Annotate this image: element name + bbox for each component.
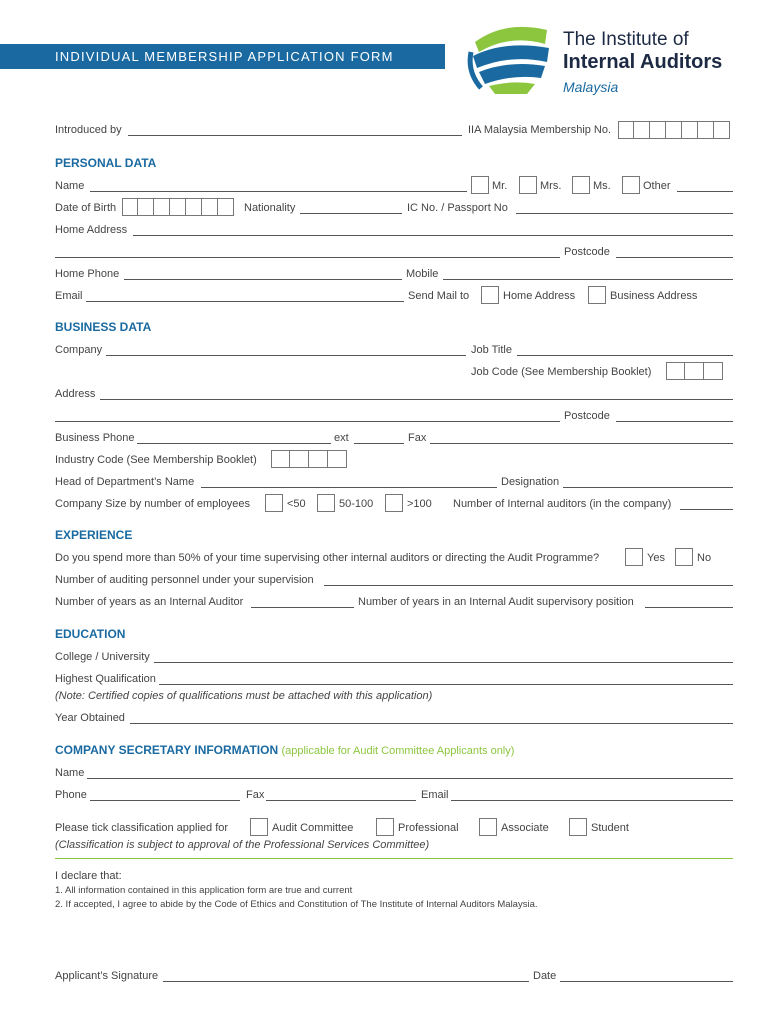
send-mail-home-checkbox[interactable] — [481, 286, 499, 304]
secretary-name-field[interactable] — [87, 778, 733, 779]
professional-label: Professional — [398, 822, 459, 834]
business-phone-field[interactable] — [137, 443, 331, 444]
designation-label: Designation — [501, 476, 560, 488]
ms-label: Ms. — [593, 180, 611, 192]
audit-committee-checkbox[interactable] — [250, 818, 268, 836]
email-label: Email — [55, 290, 83, 302]
ic-passport-field[interactable] — [516, 213, 733, 214]
secretary-fax-field[interactable] — [266, 800, 416, 801]
business-address-field-2[interactable] — [55, 421, 560, 422]
send-mail-label: Send Mail to — [408, 290, 470, 302]
industry-code-cells[interactable] — [271, 450, 347, 468]
membership-no-cells[interactable] — [618, 121, 730, 139]
home-phone-field[interactable] — [124, 279, 402, 280]
college-field[interactable] — [154, 662, 733, 663]
applicant-signature-field[interactable] — [163, 981, 529, 982]
form-title-bar — [0, 44, 445, 69]
auditing-personnel-label: Number of auditing personnel under your supervision — [55, 574, 314, 586]
qualification-note: (Note: Certified copies of qualifications must be attached with this application) — [55, 690, 433, 702]
business-address-field-1[interactable] — [100, 399, 733, 400]
size-under-50-label: <50 — [287, 498, 306, 510]
associate-label: Associate — [501, 822, 549, 834]
secretary-phone-field[interactable] — [90, 800, 240, 801]
year-obtained-field[interactable] — [130, 723, 733, 724]
classification-label: Please tick classification applied for — [55, 822, 229, 834]
business-address-label: Address — [55, 388, 96, 400]
business-fax-field[interactable] — [430, 443, 733, 444]
college-label: College / University — [55, 651, 150, 663]
iia-globe-icon — [465, 22, 555, 96]
supervision-yes-checkbox[interactable] — [625, 548, 643, 566]
num-auditors-label: Number of Internal auditors (in the company) — [453, 498, 672, 510]
secretary-fax-label: Fax — [246, 789, 265, 801]
student-checkbox[interactable] — [569, 818, 587, 836]
qualification-field[interactable] — [159, 684, 733, 685]
company-label: Company — [55, 344, 103, 356]
declaration-intro: I declare that: — [55, 870, 122, 882]
experience-heading: EXPERIENCE — [55, 528, 133, 542]
nationality-label: Nationality — [244, 202, 296, 214]
logo-line1: The Institute of — [563, 29, 689, 50]
industry-code-label: Industry Code (See Membership Booklet) — [55, 454, 257, 466]
student-label: Student — [591, 822, 629, 834]
years-supervisory-label: Number of years in an Internal Audit supervisory position — [358, 596, 634, 608]
job-code-cells[interactable] — [666, 362, 723, 380]
home-phone-label: Home Phone — [55, 268, 120, 280]
size-under-50-checkbox[interactable] — [265, 494, 283, 512]
send-mail-home-label: Home Address — [503, 290, 576, 302]
email-field[interactable] — [86, 301, 404, 302]
company-field[interactable] — [106, 355, 466, 356]
dob-cells[interactable] — [122, 198, 234, 216]
years-auditor-label: Number of years as an Internal Auditor — [55, 596, 244, 608]
form-title: INDIVIDUAL MEMBERSHIP APPLICATION FORM — [55, 49, 394, 64]
professional-checkbox[interactable] — [376, 818, 394, 836]
secretary-email-field[interactable] — [451, 800, 733, 801]
ext-label: ext — [334, 432, 349, 444]
size-over-100-label: >100 — [407, 498, 432, 510]
declaration-item-2: 2. If accepted, I agree to abide by the Code of Ethics and Constitution of The Institute of Internal Auditors Malaysia. — [55, 899, 538, 910]
mrs-checkbox[interactable] — [519, 176, 537, 194]
logo-line2: Internal Auditors — [563, 51, 723, 73]
send-mail-business-label: Business Address — [610, 290, 698, 302]
declaration-item-1: 1. All information contained in this application form are true and current — [55, 885, 353, 896]
applicant-signature-label: Applicant’s Signature — [55, 970, 159, 982]
home-postcode-label: Postcode — [564, 246, 610, 258]
declaration-divider — [55, 858, 733, 859]
mrs-label: Mrs. — [540, 180, 562, 192]
mobile-field[interactable] — [443, 279, 733, 280]
secretary-email-label: Email — [421, 789, 449, 801]
home-postcode-field[interactable] — [616, 257, 733, 258]
size-50-100-label: 50-100 — [339, 498, 374, 510]
mobile-label: Mobile — [406, 268, 439, 280]
nationality-field[interactable] — [300, 213, 402, 214]
audit-committee-label: Audit Committee — [272, 822, 354, 834]
qualification-label: Highest Qualification — [55, 673, 156, 685]
other-label: Other — [643, 180, 671, 192]
iia-logo — [465, 22, 755, 102]
personal-data-heading: PERSONAL DATA — [55, 156, 157, 170]
head-of-dept-label: Head of Department’s Name — [55, 476, 195, 488]
auditing-personnel-field[interactable] — [324, 585, 733, 586]
supervision-no-label: No — [697, 552, 712, 564]
business-postcode-field[interactable] — [616, 421, 733, 422]
head-of-dept-field[interactable] — [201, 487, 497, 488]
name-field[interactable] — [90, 191, 467, 192]
supervision-yes-label: Yes — [647, 552, 665, 564]
num-auditors-field[interactable] — [680, 509, 733, 510]
send-mail-business-checkbox[interactable] — [588, 286, 606, 304]
supervision-question: Do you spend more than 50% of your time supervising other internal auditors or directing the Audit Programme? — [55, 552, 600, 564]
designation-field[interactable] — [563, 487, 733, 488]
other-field[interactable] — [677, 191, 733, 192]
introduced-by-field[interactable] — [128, 135, 462, 136]
secretary-phone-label: Phone — [55, 789, 87, 801]
years-auditor-field[interactable] — [251, 607, 354, 608]
introduced-by-label: Introduced by — [55, 124, 122, 136]
business-data-heading: BUSINESS DATA — [55, 320, 152, 334]
home-address-field-1[interactable] — [133, 235, 733, 236]
mr-checkbox[interactable] — [471, 176, 489, 194]
company-secretary-title: COMPANY SECRETARY INFORMATION — [55, 743, 279, 757]
size-over-100-checkbox[interactable] — [385, 494, 403, 512]
home-address-field-2[interactable] — [55, 257, 560, 258]
ext-field[interactable] — [354, 443, 404, 444]
years-supervisory-field[interactable] — [645, 607, 733, 608]
size-50-100-checkbox[interactable] — [317, 494, 335, 512]
signature-date-field[interactable] — [560, 981, 733, 982]
company-secretary-note: (applicable for Audit Committee Applicants only) — [281, 745, 515, 757]
classification-note: (Classification is subject to approval of the Professional Services Committee) — [55, 839, 430, 851]
business-postcode-label: Postcode — [564, 410, 610, 422]
associate-checkbox[interactable] — [479, 818, 497, 836]
year-obtained-label: Year Obtained — [55, 712, 125, 724]
job-title-field[interactable] — [517, 355, 733, 356]
job-code-label: Job Code (See Membership Booklet) — [471, 366, 652, 378]
ic-passport-label: IC No. / Passport No — [407, 202, 508, 214]
signature-date-label: Date — [533, 970, 557, 982]
company-size-label: Company Size by number of employees — [55, 498, 251, 510]
business-fax-label: Fax — [408, 432, 427, 444]
dob-label: Date of Birth — [55, 202, 117, 214]
mr-label: Mr. — [492, 180, 508, 192]
business-phone-label: Business Phone — [55, 432, 135, 444]
membership-no-label: IIA Malaysia Membership No. — [468, 124, 612, 136]
education-heading: EDUCATION — [55, 627, 126, 641]
logo-line3: Malaysia — [563, 79, 619, 95]
company-secretary-heading — [55, 743, 514, 757]
ms-checkbox[interactable] — [572, 176, 590, 194]
job-title-label: Job Title — [471, 344, 512, 356]
name-label: Name — [55, 180, 85, 192]
home-address-label: Home Address — [55, 224, 128, 236]
supervision-no-checkbox[interactable] — [675, 548, 693, 566]
other-checkbox[interactable] — [622, 176, 640, 194]
secretary-name-label: Name — [55, 767, 85, 779]
